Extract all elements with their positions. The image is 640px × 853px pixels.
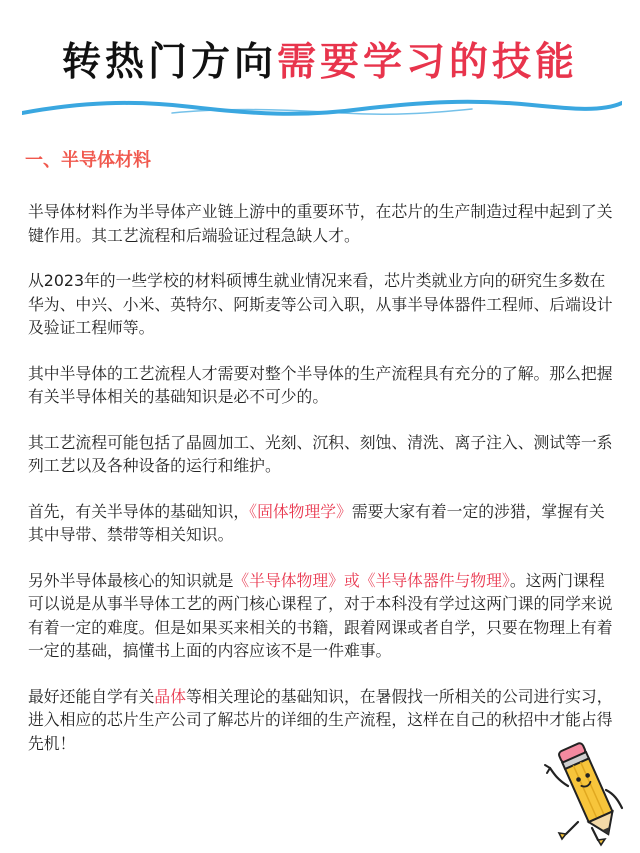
paragraph	[28, 685, 616, 756]
paragraph-text: 从2023年的一些学校的材料硕博生就业情况来看，芯片类就业方向的研究生多数在华为、中兴、小米、英特尔、阿斯麦等公司入职，从事半导体器件工程师、后端设计及验证工程师等。	[28, 271, 613, 337]
highlighted-keyword: 晶体	[154, 686, 186, 706]
paragraph	[28, 431, 616, 478]
paragraph-text: 半导体材料作为半导体产业链上游中的重要环节，在芯片的生产制造过程中起到了关键作用。其工艺流程和后端验证过程急缺人才。	[28, 202, 613, 245]
paragraph-text: 最好还能自学有关	[28, 686, 155, 706]
paragraph-text: 其中半导体的工艺流程人才需要对整个半导体的生产流程具有充分的了解。那么把握有关半导体相关的基础知识是必不可少的。	[28, 363, 613, 406]
paragraph-text: 首先，有关半导体的基础知识，	[28, 501, 250, 521]
pencil-mascot-icon	[540, 738, 635, 848]
paragraph	[28, 362, 616, 409]
article-body	[28, 200, 616, 777]
paragraph-text: 另外半导体最核心的知识就是	[28, 570, 234, 590]
paragraph	[28, 269, 616, 340]
paragraph	[28, 569, 616, 663]
paragraph-text: 等相关理论的基础知识，在暑假找一所相关的公司进行实习，进入相应的芯片生产公司了解芯片的详细的生产流程，这样在自己的秋招中才能占得先机！	[28, 686, 613, 753]
title-part-highlight: 需要学习的技能	[277, 40, 579, 85]
section-heading: 一、半导体材料	[25, 150, 151, 171]
paragraph	[28, 500, 616, 547]
title-part-main: 转热门方向	[61, 40, 277, 85]
paragraph-text: 。这两门课程可以说是从事半导体工艺的两门核心课程了，对于本科没有学过这两门课的同学来说有着一定的难度。但是如果买来相关的书籍，跟着网课或者自学，只要在物理上有着一定的基础，搞懂书上面的内容应该不是一件难事。	[28, 570, 613, 660]
highlighted-book-title: 《半导体物理》或《半导体器件与物理》	[233, 570, 510, 590]
page-title	[0, 38, 640, 88]
paragraph-text: 其工艺流程可能包括了晶圆加工、光刻、沉积、刻蚀、清洗、离子注入、测试等一系列工艺以及各种设备的运行和维护。	[28, 432, 613, 475]
highlighted-book-title: 《固体物理学》	[249, 501, 352, 521]
paragraph	[28, 200, 616, 247]
paragraph-text: 需要大家有着一定的涉猎，掌握有关其中导带、禁带等相关知识。	[28, 501, 605, 544]
wave-divider-icon	[22, 96, 622, 122]
